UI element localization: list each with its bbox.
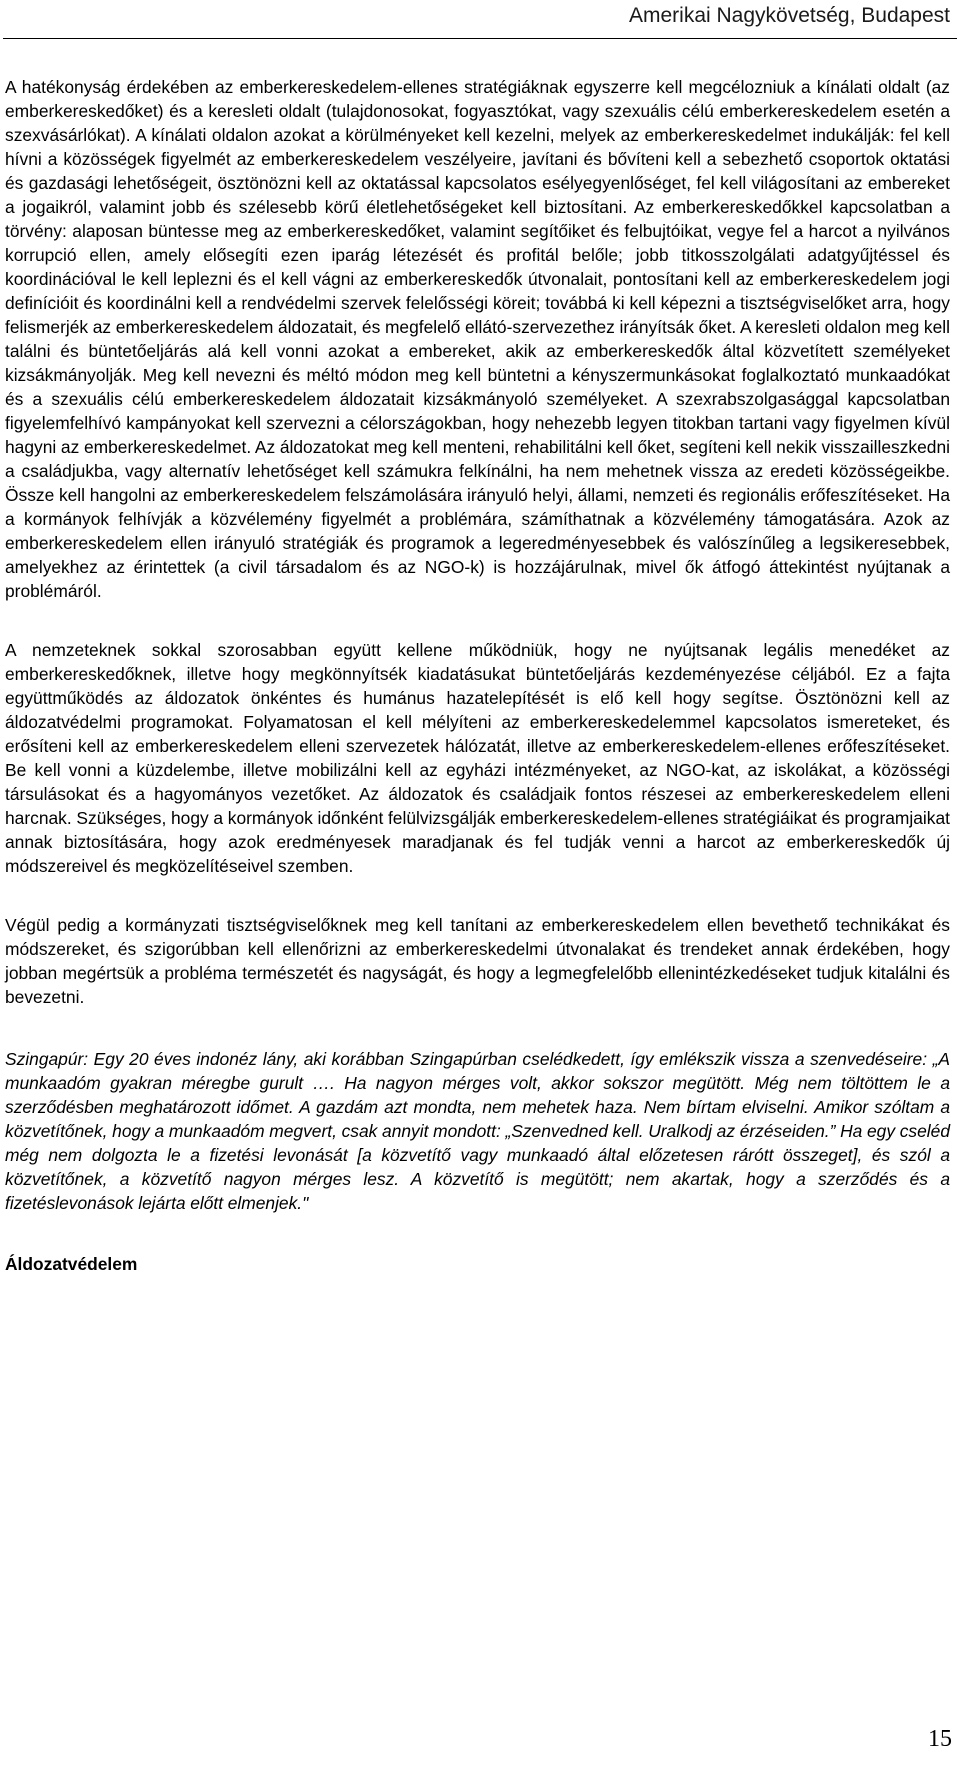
paragraph-cooperation: A nemzeteknek sokkal szorosabban együtt kellene működniük, hogy ne nyújtsanak legális menedéket az emberkereskedőknek, illetve hogy megkönnyítsék kiadatásukat büntetőeljárás kezdeményezése céljából. Ez a fajta együttműködés az áldozatok önkéntes és humánus hazatelepítését is elő kell hogy segítse. Ösztönözni kell az áldozatvédelmi programokat. Folyamatosan el kell mélyíteni az emberkereskedelemmel kapcsolatos ismereteket, és erősíteni kell az emberkereskedelem elleni szervezetek hálózatát, illetve az emberkereskedelem-ellenes erőfeszítéseket. Be kell vonni a küzdelembe, illetve mobilizálni kell az egyházi intézményeket, az NGO-kat, az iskolákat, a közösségi társulásokat és a hagyományos vezetőket. Az áldozatok és családjaik fontos részesei az emberkereskedelem elleni harcnak. Szükséges, hogy a kormányok időnként felülvizsgálják emberkereskedelem-ellenes stratégiáikat és programjaikat annak biztosítására, hogy azok eredményesek maradjanak és fel tudják venni a harcot az emberkereskedők új módszereivel és megközelítéseivel szemben. <box>5 640 950 876</box>
paragraph-training: Végül pedig a kormányzati tisztségviselőknek meg kell tanítani az emberkereskedelem ellen bevethető technikákat és módszereket, és szigorúbban kell ellenőrizni az emberkereskedelmi útvonalakat és trendeket annak érdekében, hogy jobban megértsük a probléma természetét és nagyságát, és hogy a legmegfelelőbb ellenintézkedéseket tudjuk kitalálni és bevezetni. <box>5 915 950 1007</box>
page-header <box>0 0 960 56</box>
paragraph-strategies: A hatékonyság érdekében az emberkereskedelem-ellenes stratégiáknak egyszerre kell megcélozniuk a kínálati oldalt (az emberkereskedőket) és a keresleti oldalt (tulajdonosokat, fogyasztókat, vagy szexuális célú emberkereskedelem esetén a szexvásárlókat). A kínálati oldalon azokat a körülményeket kell kezelni, melyek az emberkereskedelmet indukálják: fel kell hívni a közösségek figyelmét az emberkereskedelem veszélyeire, javítani és bővíteni kell a sebezhető csoportok oktatási és gazdasági lehetőségeit, ösztönözni kell az oktatással kapcsolatos esélyegyenlőséget, fel kell világosítani az embereket a jogaikról, valamint jobb és szélesebb körű életlehetőségeket kell biztosítani. Az emberkereskedőkkel kapcsolatban a törvény: alaposan büntesse meg az emberkereskedőket, valamint segítőiket és felbujtóikat, vegye fel a harcot a nyilvános korrupció ellen, amely elősegíti ezen iparág létezését és profitál belőle; jobb titkosszolgálati adatgyűjtéssel és koordinációval le kell leplezni és el kell vágni az emberkereskedők útvonalait, pontosítani kell az emberkereskedelem jogi definícióit és koordinálni kell a rendvédelmi szervek felelősségi köreit; továbbá ki kell képezni a tisztségviselőket arra, hogy felismerjék az emberkereskedelem áldozatait, és megfelelő ellátó-szervezethez irányítsák őket. A keresleti oldalon meg kell találni és büntetőeljárás alá kell vonni azokat a embereket, akik az emberkereskedők által közvetített személyeket kizsákmányolják. Meg kell nevezni és méltó módon meg kell büntetni a kényszermunkásokat foglalkoztató munkaadókat és a szexuális célú emberkereskedelem áldozatait kizsákmányoló személyeket. A szexrabszolgasággal kapcsolatban figyelemfelhívó kampányokat kell szervezni a célországokban, hogy nehezebb legyen titokban tartani vagy figyelmen kívül hagyni az emberkereskedelmet. Az áldozatokat meg kell menteni, rehabilitálni kell őket, segíteni kell nekik visszailleszkedni a családjukba, vagy alternatív lehetőséget kell számukra felkínálni, ha nem mehetnek vissza az eredeti közösségeikbe. Össze kell hangolni az emberkereskedelem felszámolására irányuló helyi, állami, nemzeti és regionális erőfeszítéseket. Ha a kormányok felhívják a közvélemény figyelmét a problémára, számíthatnak a közvélemény támogatására. Azok az emberkereskedelem ellen irányuló stratégiák és programok a legeredményesebbek és valószínűleg a legsikeresebbek, amelyekhez az érintettek (a civil társadalom és az NGO-k) is hozzájárulnak, mivel ők átfogó áttekintést nyújtanak a problémáról. <box>5 77 950 601</box>
document-body <box>5 75 950 1276</box>
section-heading: Áldozatvédelem <box>5 1254 138 1274</box>
header-rule <box>3 38 957 39</box>
paragraph-singapore-testimony: Szingapúr: Egy 20 éves indonéz lány, aki korábban Szingapúrban cselédkedett, így emlékszik vissza a szenvedéseire: „A munkaadóm gyakran méregbe gurult …. Ha nagyon mérges volt, akkor sokszor megütött. Még nem töltöttem le a szerződésben meghatározott időmet. A gazdám azt mondta, nem mehetek haza. Nem bírtam elviselni. Amikor szóltam a közvetítőnek, hogy a munkaadóm megvert, csak annyit mondott: „Szenvedned kell. Uralkodj az érzéseiden.” Ha egy cseléd még nem dolgozta le a fizetési levonását [a közvetítő vagy munkaadó által előzetesen rárótt összeget], és szól a közvetítőnek, a közvetítő nagyon mérges lesz. A közvetítő is megütött; nem akartak, hogy a szerződés és a fizetéslevonások lejárta előtt elmenjek." <box>5 1049 950 1213</box>
page-number: 15 <box>928 1726 952 1752</box>
header-title: Amerikai Nagykövetség, Budapest <box>629 4 950 27</box>
